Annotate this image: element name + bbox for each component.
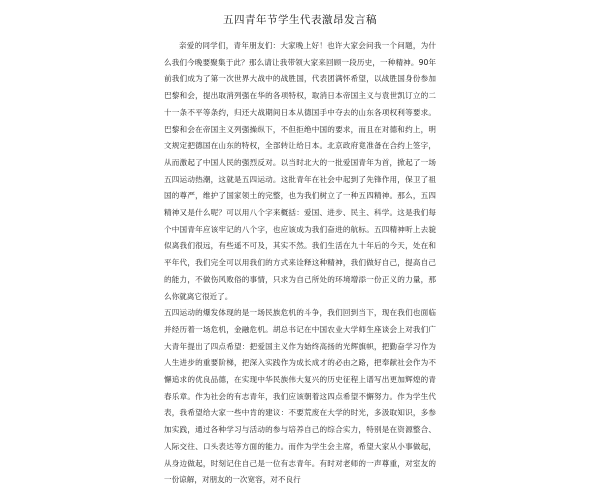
paragraph-2: 五四运动的爆发体现的是一场民族危机的斗争，我们回到当下，现在我们也面临并经历着一场危机，金融危机。胡总书记在中国农业大学师生座谈会上对我们广大青年提出了四点希望：把爱国主义作为始终高扬的光辉旗帜，把勤奋学习作为人生进步的重要阶梯，把深入实践作为成长成才的必由之路，把奉献社会作为不懈追求的优良品德，在实现中华民族伟大复兴的历史征程上谱写出更加辉煌的青春乐章。作为社会的有志青年，我们应该朝着这四点希望不懈努力。作为学生代表，我希望给大家一些中肯的建议：不要荒废在大学的时光，多汲取知识，多参加实践，通过各种学习与活动的参与培养自己的综合实力，特别是在资源整合、人际交往、口头表达等方面的能力。而作为学生会主席，希望大家从小事做起，从身边做起，时刻记住自己是一位有志青年。有时对老师的一声尊重，对室友的一份谅解，对朋友的一次宽容，对不良行 <box>164 308 436 485</box>
paragraph-1: 亲爱的同学们，青年朋友们：大家晚上好！也许大家会问我一个问题，为什么我们今晚要聚集于此？那么请让我带领大家来回顾一段历史，一种精神。90年前我们成为了第一次世界大战中的战胜国，代表团满怀希望，以战胜国身份参加巴黎和会，提出取消列强在华的各项特权，取消日本帝国主义与袁世凯订立的二十一条不平等条约，归还大战期间日本从德国手中夺去的山东各项权利等要求。巴黎和会在帝国主义列强操纵下，不但拒绝中国的要求，而且在对德和约上，明文规定把德国在山东的特权，全部转让给日本。北京政府竟准备在合约上签字，从而激起了中国人民的强烈反对。以当时北大的一批爱国青年为首，掀起了一场五四运动热潮，这就是五四运动。这批青年在社会中起到了先锋作用，保卫了祖国的尊严，维护了国家领土的完整，也为我们树立了一种五四精神。那么，五四精神又是什么呢？可以用八个字来概括：爱国、进步、民主、科学。这是我们每个中国青年应该牢记的八个字，也应该成为我们奋进的航标。五四精神听上去貌似离我们很远，有些遥不可及，其实不然。我们生活在九十年后的今天，处在和平年代，我们完全可以用我们的方式来诠释这种精神，我们做好自己，提高自己的能力，不做伤风败俗的事情，只求为自己所处的环境增添一份正义的力量，那么你就离它很近了。 <box>164 41 436 301</box>
document-title: 五四青年节学生代表激昂发言稿 <box>223 14 377 26</box>
document-body <box>164 38 436 489</box>
